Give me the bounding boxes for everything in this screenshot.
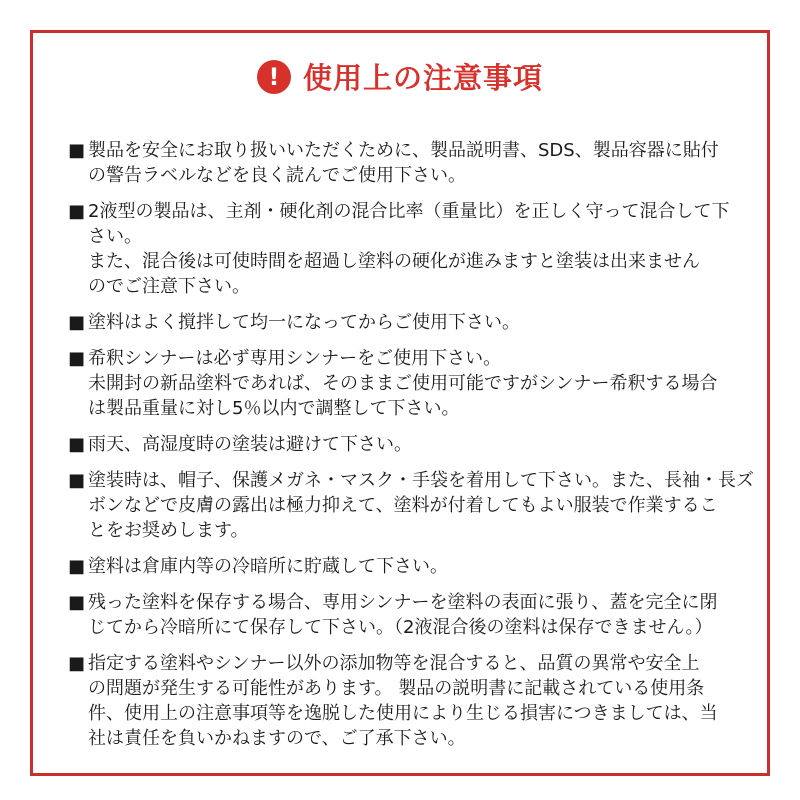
notice-text: ボンなどで皮膚の露出は極力抑えて、塗料が付着してもよい服装で作業するこ [88, 495, 718, 516]
notice-line [68, 651, 758, 676]
bullet-square-icon: ■ [68, 556, 86, 577]
bullet-square-icon: ■ [68, 434, 86, 455]
notice-item [68, 199, 758, 299]
notice-line [68, 138, 758, 163]
notice-line [68, 346, 758, 371]
notice-text: 残った塗料を保存する場合、専用シンナーを塗料の表面に張り、蓋を完全に閉 [88, 592, 718, 613]
notice-text: の問題が発生する可能性があります。 製品の説明書に記載されている使用条 [88, 678, 705, 699]
bullet-square-icon: ■ [68, 201, 86, 222]
title-text: 使用上の注意事項 [302, 61, 543, 95]
notice-line [68, 163, 758, 188]
notice-text: のでご注意下さい。 [88, 276, 250, 297]
notice-line [68, 249, 758, 274]
notice-line [68, 396, 758, 421]
bullet-square-icon: ■ [68, 140, 86, 161]
notice-text: の警告ラベルなどを良く読んでご使用下さい。 [88, 165, 466, 186]
notice-line [68, 615, 758, 640]
notice-line [68, 310, 758, 335]
notice-text: 社は責任を負いかねますので、ご了承下さい。 [88, 728, 466, 749]
notice-line [68, 518, 758, 543]
notice-line [68, 493, 758, 518]
notice-text: 未開封の新品塗料であれば、そのままご使用可能ですがシンナー希釈する場合 [88, 373, 718, 394]
notice-text: とをお奨めします。 [88, 520, 249, 541]
notice-text: 雨天、高湿度時の塗装は避けて下さい。 [88, 434, 412, 455]
bullet-square-icon: ■ [68, 592, 86, 613]
notice-text: さい。 [88, 226, 142, 247]
notice-line [68, 726, 758, 751]
notice-text: 塗装時は、帽子、保護メガネ・マスク・手袋を着用して下さい。また、長袖・長ズ [88, 470, 754, 491]
notice-item [68, 346, 758, 421]
notice-item [68, 138, 758, 188]
notice-line [68, 224, 758, 249]
notice-text: じてから冷暗所にて保存して下さい。（2液混合後の塗料は保存できません。） [88, 617, 713, 638]
bullet-square-icon: ■ [68, 348, 86, 369]
notice-item [68, 590, 758, 640]
notice-item [68, 651, 758, 751]
notice-text: は製品重量に対し5％以内で調整して下さい。 [88, 398, 460, 419]
notice-text: 塗料はよく撹拌して均一になってからご使用下さい。 [88, 312, 520, 333]
notice-item [68, 554, 758, 579]
notice-text: 指定する塗料やシンナー以外の添加物等を混合すると、品質の異常や安全上 [88, 653, 700, 674]
notice-item [68, 432, 758, 457]
notice-text: 2液型の製品は、主剤・硬化剤の混合比率（重量比）を正しく守って混合して下 [88, 201, 730, 222]
notice-line [68, 701, 758, 726]
notice-line [68, 199, 758, 224]
notice-line [68, 468, 758, 493]
notice-list [68, 138, 758, 762]
notice-text: 件、使用上の注意事項等を逸脱した使用により生じる損害につきましては、当 [88, 703, 718, 724]
notice-text: 希釈シンナーは必ず専用シンナーをご使用下さい。 [88, 348, 502, 369]
notice-line [68, 554, 758, 579]
notice-item [68, 310, 758, 335]
bullet-square-icon: ■ [68, 312, 86, 333]
page-title [0, 56, 800, 97]
notice-line [68, 371, 758, 396]
notice-line [68, 590, 758, 615]
exclamation-icon: ! [257, 60, 291, 94]
notice-line [68, 432, 758, 457]
notice-text: 塗料は倉庫内等の冷暗所に貯蔵して下さい。 [88, 556, 448, 577]
bullet-square-icon: ■ [68, 470, 86, 491]
notice-line [68, 274, 758, 299]
notice-item [68, 468, 758, 543]
notice-line [68, 676, 758, 701]
bullet-square-icon: ■ [68, 653, 86, 674]
notice-text: また、混合後は可使時間を超過し塗料の硬化が進みますと塗装は出来ません [88, 251, 700, 272]
notice-text: 製品を安全にお取り扱いいただくために、製品説明書、SDS、製品容器に貼付 [88, 140, 719, 161]
